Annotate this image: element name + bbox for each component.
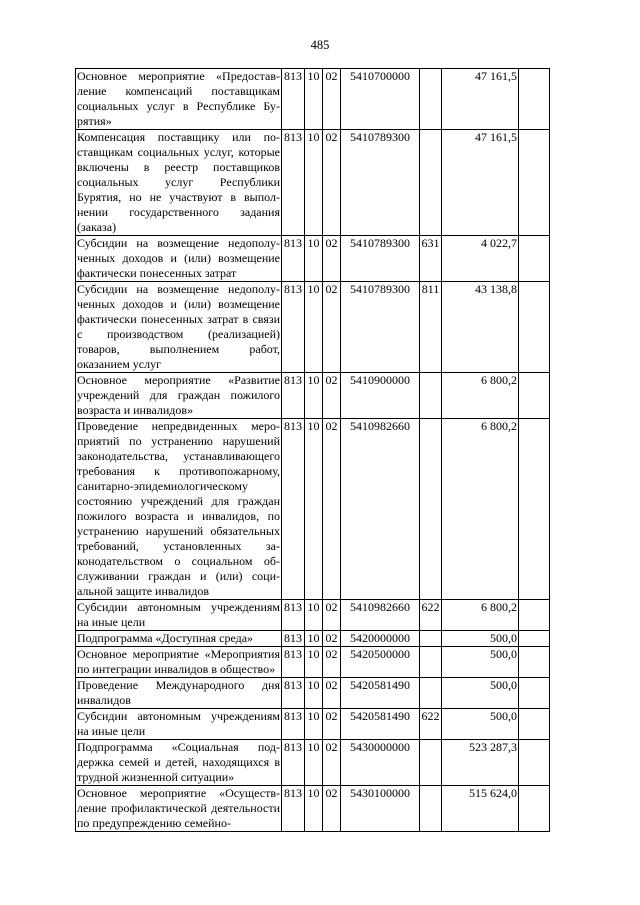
section-code-cell: 10 [305,373,323,419]
row-name-cell: Проведение непредвиденных мероприятий по устранению нарушений законодательства, устанавливающего требования к противопожарному, санитарно-эпидемиологическому состоянию учреждений для граждан пожилого возраста и инвалидов, по устранению нарушений обязательных требований, установленных законодательством о социальном обслуживании граждан и (или) социальной защите инвалидов [77,419,280,598]
expense-type-cell [420,631,442,647]
amount-cell: 6 800,2 [442,373,519,419]
expense-type-cell [420,740,442,786]
amount-cell: 500,0 [442,678,519,709]
table-row [76,709,550,740]
table-row [76,678,550,709]
target-article-cell: 5430000000 [341,740,420,786]
ministry-code-cell: 813 [282,740,305,786]
subsection-code-cell: 02 [323,69,341,130]
row-name-cell: Основное мероприятие «Мероприятия по интеграции инвалидов в общество» [77,647,280,676]
subsection-code-cell: 02 [323,631,341,647]
section-code-cell: 10 [305,130,323,236]
ministry-code-cell: 813 [282,678,305,709]
subsection-code-cell: 02 [323,709,341,740]
section-code-cell: 10 [305,786,323,832]
target-article-cell: 5410789300 [341,282,420,373]
extra-cell [519,69,550,130]
section-code-cell: 10 [305,631,323,647]
amount-cell: 500,0 [442,709,519,740]
ministry-code-cell: 813 [282,709,305,740]
table-row [76,373,550,419]
subsection-code-cell: 02 [323,740,341,786]
extra-cell [519,647,550,678]
section-code-cell: 10 [305,236,323,282]
expense-type-cell: 631 [420,236,442,282]
ministry-code-cell: 813 [282,236,305,282]
section-code-cell: 10 [305,647,323,678]
expense-type-cell: 622 [420,709,442,740]
expense-type-cell [420,130,442,236]
expense-type-cell [420,373,442,419]
extra-cell [519,600,550,631]
expense-type-cell [420,786,442,832]
expense-type-cell: 811 [420,282,442,373]
row-name-cell: Субсидии на возмещение недополученных доходов и (или) возмещение фактически понесенных затрат в связи с производством (реализацией) товаров, выполнением работ, оказанием услуг [77,282,280,371]
extra-cell [519,373,550,419]
ministry-code-cell: 813 [282,69,305,130]
subsection-code-cell: 02 [323,236,341,282]
ministry-code-cell: 813 [282,600,305,631]
row-name-cell: Основное мероприятие «Осуществление профилактической деятельности по предупреждению семейно- [77,786,280,830]
subsection-code-cell: 02 [323,678,341,709]
extra-cell [519,631,550,647]
row-name-cell: Подпрограмма «Социальная поддержка семей и детей, находящихся в трудной жизненной ситуации» [77,740,280,784]
section-code-cell: 10 [305,600,323,631]
ministry-code-cell: 813 [282,419,305,600]
row-name-cell: Подпрограмма «Доступная среда» [76,631,282,647]
subsection-code-cell: 02 [323,130,341,236]
amount-cell: 6 800,2 [442,419,519,600]
amount-cell: 4 022,7 [442,236,519,282]
extra-cell [519,282,550,373]
expense-type-cell [420,678,442,709]
target-article-cell: 5410789300 [341,130,420,236]
expense-type-cell [420,647,442,678]
target-article-cell: 5410789300 [341,236,420,282]
table-row [76,69,550,130]
row-name-cell: Субсидии автономным учреждениям на иные цели [77,709,280,738]
section-code-cell: 10 [305,678,323,709]
subsection-code-cell: 02 [323,600,341,631]
table-row [76,740,550,786]
section-code-cell: 10 [305,709,323,740]
table-row [76,236,550,282]
extra-cell [519,786,550,832]
amount-cell: 47 161,5 [442,69,519,130]
subsection-code-cell: 02 [323,373,341,419]
table-row [76,647,550,678]
row-name-cell: Основное мероприятие «Развитие учреждений для граждан пожилого возраста и инвалидов» [77,373,280,417]
extra-cell [519,678,550,709]
ministry-code-cell: 813 [282,631,305,647]
target-article-cell: 5420500000 [341,647,420,678]
amount-cell: 500,0 [442,647,519,678]
target-article-cell: 5420000000 [341,631,420,647]
table-row [76,130,550,236]
row-name-cell: Субсидии автономным учреждениям на иные цели [77,600,280,629]
page-number: 485 [310,38,330,52]
expense-type-cell [420,419,442,600]
target-article-cell: 5430100000 [341,786,420,832]
budget-table [75,68,550,832]
extra-cell [519,236,550,282]
section-code-cell: 10 [305,282,323,373]
subsection-code-cell: 02 [323,282,341,373]
amount-cell: 500,0 [442,631,519,647]
ministry-code-cell: 813 [282,130,305,236]
expense-type-cell: 622 [420,600,442,631]
ministry-code-cell: 813 [282,786,305,832]
subsection-code-cell: 02 [323,786,341,832]
target-article-cell: 5410982660 [341,600,420,631]
ministry-code-cell: 813 [282,647,305,678]
target-article-cell: 5420581490 [341,709,420,740]
section-code-cell: 10 [305,69,323,130]
extra-cell [519,709,550,740]
table-row [76,600,550,631]
table-row [76,786,550,832]
extra-cell [519,130,550,236]
target-article-cell: 5410700000 [341,69,420,130]
expense-type-cell [420,69,442,130]
section-code-cell: 10 [305,740,323,786]
table-row [76,631,550,647]
amount-cell: 47 161,5 [442,130,519,236]
subsection-code-cell: 02 [323,647,341,678]
ministry-code-cell: 813 [282,373,305,419]
ministry-code-cell: 813 [282,282,305,373]
amount-cell: 6 800,2 [442,600,519,631]
amount-cell: 43 138,8 [442,282,519,373]
extra-cell [519,740,550,786]
section-code-cell: 10 [305,419,323,600]
target-article-cell: 5420581490 [341,678,420,709]
row-name-cell: Проведение Международного дня инвалидов [77,678,280,707]
table-row [76,419,550,600]
table-row [76,282,550,373]
table-body [76,69,550,832]
row-name-cell: Субсидии на возмещение недополученных доходов и (или) возмещение фактически понесенных затрат [77,236,280,280]
target-article-cell: 5410982660 [341,419,420,600]
row-name-cell: Основное мероприятие «Предоставление компенсаций поставщикам социальных услуг в Республике Бурятия» [77,69,280,128]
target-article-cell: 5410900000 [341,373,420,419]
amount-cell: 515 624,0 [442,786,519,832]
amount-cell: 523 287,3 [442,740,519,786]
row-name-cell: Компенсация поставщику или поставщикам социальных услуг, которые включены в реестр поставщиков социальных услуг Республики Бурятия, но не участвуют в выполнении государственного задания (заказа) [77,130,280,234]
extra-cell [519,419,550,600]
subsection-code-cell: 02 [323,419,341,600]
